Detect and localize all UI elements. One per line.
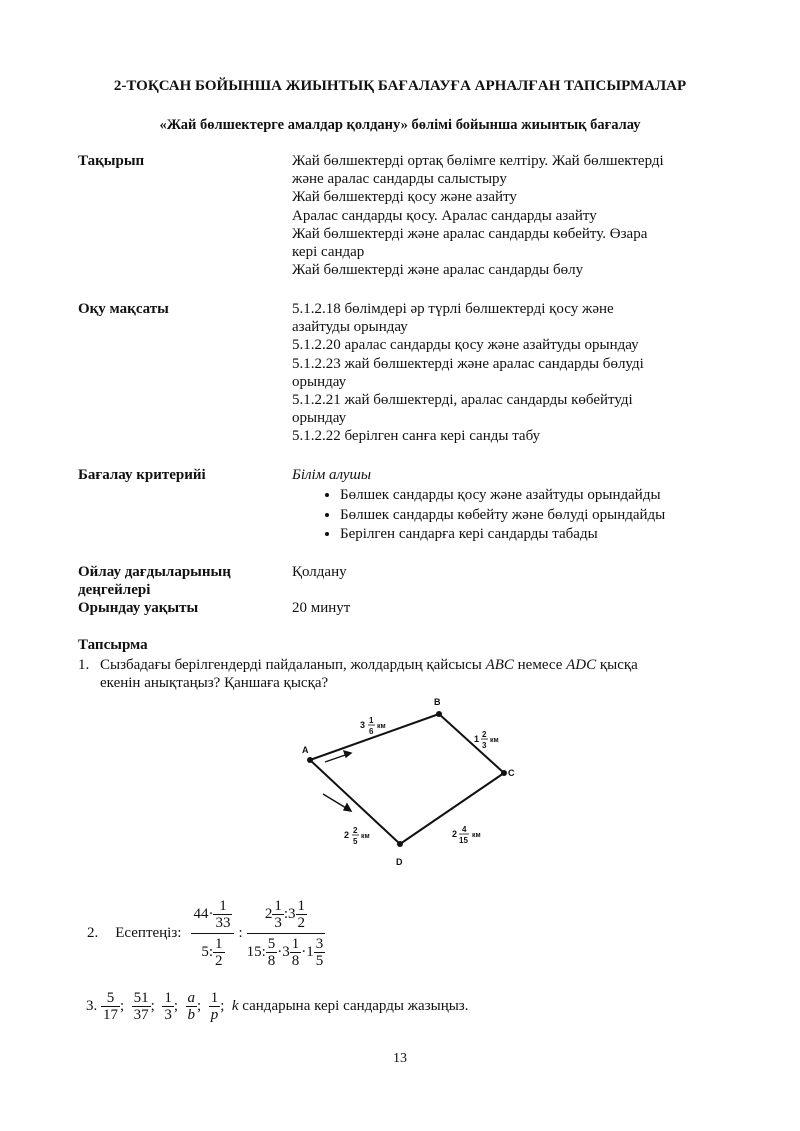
time-value: 20 минут — [292, 600, 351, 616]
ad-unit: км — [361, 833, 370, 840]
criteria-item: • Бөлшек сандарды көбейту және бөлуді орындайды — [340, 506, 712, 526]
criteria-list — [292, 486, 712, 545]
criteria-item: • Берілген сандарға кері сандарды табады — [340, 525, 712, 545]
dc-unit: км — [472, 832, 481, 839]
task-2 — [86, 898, 325, 969]
bc-unit: км — [490, 737, 499, 744]
topic-line: Жай бөлшектерді ортақ бөлімге келтіру. Жай бөлшектерді — [292, 153, 664, 169]
level-label-line: деңгейлері — [78, 582, 151, 598]
topic-line: және аралас сандарды салыстыру — [292, 171, 507, 188]
ad-whole: 2 — [344, 830, 350, 840]
criteria-item: • Бөлшек сандарды қосу және азайтуды орындайды — [340, 486, 712, 506]
goal-line: 5.1.2.23 жай бөлшектерді және аралас сандарды бөлуді — [292, 355, 644, 372]
task-2-expression: 2. Есептеңіз: 44· $\frac{1}{33}$ 5: $\frac{1}{2}$ : 2 $\frac{1}{3}$ :3 $\frac{1}{2}$ 15: $\frac{5}{8}$ ·3 $\frac{1}{8}$ ·1 $\frac{3}{5}$ — [87, 898, 324, 969]
topic-line: Аралас сандарды қосу. Аралас сандарды азайту — [292, 207, 597, 224]
topic-line: Жай бөлшектерді қосу және азайту — [292, 189, 517, 206]
level-value: Қолдану — [292, 564, 347, 580]
goals-label: Оқу мақсаты — [78, 301, 169, 317]
dc-num: 4 — [462, 825, 467, 834]
page-title: 2-ТОҚСАН БОЙЫНША ЖИЫНТЫҚ БАҒАЛАУҒА АРНАЛҒАН ТАПСЫРМАЛАР — [113, 78, 687, 94]
task-1-text: Сызбадағы берілгендерді пайдаланып, жолдардың қайсысы ABC немесе ADC қысқа екенін анықтаңыз? Қаншаға қысқа? — [100, 657, 638, 691]
label-d: D — [396, 857, 403, 867]
level-label — [78, 563, 231, 599]
bc-num: 2 — [482, 730, 487, 739]
goal-line: 5.1.2.18 бөлімдері әр түрлі бөлшектерді қосу және — [292, 301, 614, 317]
ab-num: 1 — [369, 716, 374, 725]
ab-den: 6 — [369, 727, 374, 736]
ad-num: 2 — [353, 826, 358, 835]
task-3-k: k — [231, 997, 239, 1014]
ab-unit: км — [377, 723, 386, 730]
goal-line: азайтуды орындау — [292, 319, 408, 336]
point-a — [307, 757, 313, 763]
criteria-intro: Білім алушы — [292, 467, 372, 483]
topic-label: Тақырып — [78, 153, 145, 169]
label-a: A — [302, 745, 309, 755]
goal-line: 5.1.2.21 жай бөлшектерді, аралас сандарды көбейтуді — [292, 392, 633, 409]
task-2-number: 2. — [87, 925, 99, 941]
goal-line: 5.1.2.22 берілген санға кері санды табу — [292, 428, 541, 445]
point-c — [501, 770, 507, 776]
point-b — [436, 711, 442, 717]
task-1-number: 1. — [78, 657, 90, 673]
page-subtitle: «Жай бөлшектерге амалдар қолдану» бөлімі бойынша жиынтық бағалау — [159, 117, 641, 133]
page-number: 13 — [393, 1051, 407, 1066]
level-label-line: Ойлау дағдыларының — [78, 564, 231, 580]
ad-den: 5 — [353, 837, 358, 846]
goal-line: 5.1.2.20 аралас сандарды қосу және азайтуды орындау — [292, 337, 639, 354]
ab-whole: 3 — [360, 720, 366, 730]
task-3: 3. $\frac{5}{17}$ ; $\frac{51}{37}$ ; $\frac{1}{3}$ ; $\frac{a}{b}$ ; $\frac{1}{p}$ ; k сандарына кері сандарды жазыңыз. — [86, 990, 469, 1023]
task-1 — [78, 656, 718, 692]
topic-line: Жай бөлшектерді және аралас сандарды көбейту. Өзара — [292, 225, 648, 242]
topic-line: кері сандар — [292, 244, 365, 261]
label-b: B — [434, 697, 441, 707]
task-2-label: Есептеңіз: — [115, 925, 182, 941]
time-label: Орындау уақыты — [78, 600, 199, 616]
edge-ab — [310, 714, 439, 760]
criteria-value — [292, 466, 712, 545]
goal-line: орындау — [292, 410, 347, 427]
dc-whole: 2 — [452, 829, 458, 839]
dc-den: 15 — [459, 836, 468, 845]
topic-line: Жай бөлшектерді және аралас сандарды бөлу — [292, 262, 584, 279]
route-diagram — [296, 694, 526, 874]
bc-den: 3 — [482, 741, 487, 750]
label-c: C — [508, 768, 515, 778]
task-3-number: 3. — [86, 997, 98, 1014]
topic-value — [292, 152, 712, 279]
point-d — [397, 841, 403, 847]
goals-value — [292, 300, 712, 446]
bc-whole: 1 — [474, 734, 480, 744]
criteria-label: Бағалау критерийі — [78, 467, 206, 483]
goal-line: орындау — [292, 373, 347, 390]
task-heading: Тапсырма — [78, 637, 148, 653]
task-3-text: сандарына кері сандарды жазыңыз. — [242, 997, 469, 1014]
